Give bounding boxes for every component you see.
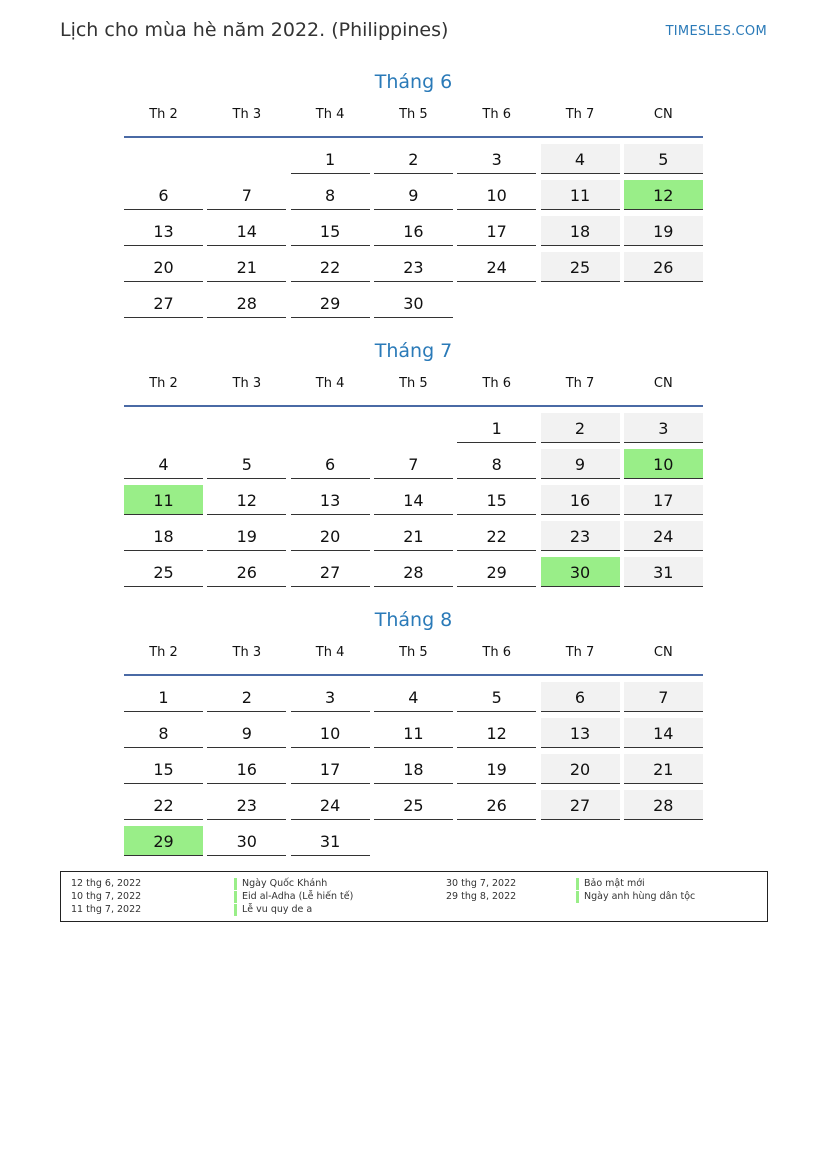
- legend-holiday-name: Eid al-Adha (Lễ hiến tế): [234, 891, 353, 903]
- day-cell[interactable]: 10: [457, 180, 536, 210]
- month-title: Tháng 8: [374, 609, 453, 631]
- day-cell[interactable]: 16: [541, 485, 620, 515]
- day-cell[interactable]: 20: [541, 754, 620, 784]
- holiday-day-cell[interactable]: 10: [624, 449, 703, 479]
- day-cell[interactable]: 4: [541, 144, 620, 174]
- header-divider: [124, 674, 703, 676]
- legend-date: 12 thg 6, 2022: [71, 878, 142, 889]
- holiday-day-cell[interactable]: 12: [624, 180, 703, 210]
- day-cell[interactable]: 22: [291, 252, 370, 282]
- weekday-label: Th 7: [565, 645, 595, 660]
- day-grid: [124, 413, 703, 593]
- legend-date: 10 thg 7, 2022: [71, 891, 142, 902]
- legend-holiday-name: Ngày Quốc Khánh: [234, 878, 327, 890]
- weekday-label: Th 6: [482, 645, 511, 660]
- day-cell[interactable]: 30: [374, 288, 453, 318]
- day-cell[interactable]: 4: [374, 682, 453, 712]
- day-cell[interactable]: 16: [207, 754, 286, 784]
- day-cell[interactable]: 24: [624, 521, 703, 551]
- day-cell[interactable]: 29: [457, 557, 536, 587]
- weekday-label: Th 6: [482, 376, 511, 391]
- day-cell[interactable]: 23: [374, 252, 453, 282]
- weekday-label: Th 2: [149, 107, 178, 122]
- legend-holiday-name: Ngày anh hùng dân tộc: [576, 891, 695, 903]
- day-cell[interactable]: 4: [124, 449, 203, 479]
- day-cell[interactable]: 2: [374, 144, 453, 174]
- day-cell[interactable]: 17: [457, 216, 536, 246]
- day-cell[interactable]: 16: [374, 216, 453, 246]
- weekday-label: Th 2: [149, 645, 178, 660]
- day-cell[interactable]: 12: [457, 718, 536, 748]
- legend-holiday-name: Lễ vu quy de a: [234, 904, 312, 916]
- day-cell[interactable]: 18: [541, 216, 620, 246]
- weekday-label: CN: [653, 107, 673, 122]
- day-cell[interactable]: 9: [207, 718, 286, 748]
- site-link[interactable]: TIMESLES.COM: [665, 24, 767, 39]
- day-cell[interactable]: 2: [541, 413, 620, 443]
- weekday-label: Th 3: [232, 107, 262, 122]
- day-cell[interactable]: 13: [541, 718, 620, 748]
- day-cell[interactable]: 5: [457, 682, 536, 712]
- day-cell[interactable]: 11: [374, 718, 453, 748]
- day-cell[interactable]: 8: [291, 180, 370, 210]
- day-cell[interactable]: 3: [624, 413, 703, 443]
- day-cell[interactable]: 14: [374, 485, 453, 515]
- weekday-header: [124, 104, 703, 138]
- weekday-label: Th 3: [232, 376, 262, 391]
- holiday-day-cell[interactable]: 11: [124, 485, 203, 515]
- day-cell[interactable]: 30: [207, 826, 286, 856]
- day-cell[interactable]: 29: [291, 288, 370, 318]
- weekday-label: Th 4: [315, 376, 345, 391]
- holiday-legend: [60, 871, 768, 922]
- day-cell[interactable]: 25: [374, 790, 453, 820]
- day-cell[interactable]: 13: [291, 485, 370, 515]
- weekday-label: Th 7: [565, 376, 595, 391]
- month-title: Tháng 6: [374, 71, 453, 93]
- day-cell[interactable]: 1: [457, 413, 536, 443]
- day-cell[interactable]: 24: [457, 252, 536, 282]
- day-cell[interactable]: 13: [124, 216, 203, 246]
- day-cell[interactable]: 28: [374, 557, 453, 587]
- day-cell[interactable]: 26: [207, 557, 286, 587]
- legend-date: 30 thg 7, 2022: [446, 878, 517, 889]
- weekday-label: Th 2: [149, 376, 178, 391]
- day-cell[interactable]: 5: [207, 449, 286, 479]
- day-cell[interactable]: 23: [541, 521, 620, 551]
- day-cell[interactable]: 1: [124, 682, 203, 712]
- day-cell[interactable]: 23: [207, 790, 286, 820]
- weekday-label: Th 7: [565, 107, 595, 122]
- day-cell[interactable]: 28: [624, 790, 703, 820]
- day-cell[interactable]: 26: [457, 790, 536, 820]
- day-cell[interactable]: 31: [624, 557, 703, 587]
- day-cell[interactable]: 17: [624, 485, 703, 515]
- day-cell[interactable]: 21: [207, 252, 286, 282]
- day-cell[interactable]: 18: [124, 521, 203, 551]
- month-june: [124, 70, 703, 324]
- day-cell[interactable]: 7: [624, 682, 703, 712]
- day-cell[interactable]: 20: [124, 252, 203, 282]
- day-cell[interactable]: 11: [541, 180, 620, 210]
- legend-date: 11 thg 7, 2022: [71, 904, 142, 915]
- month-title: Tháng 7: [374, 340, 453, 362]
- page-title: Lịch cho mùa hè năm 2022. (Philippines): [60, 19, 449, 41]
- weekday-header: [124, 642, 703, 676]
- day-cell[interactable]: 26: [624, 252, 703, 282]
- day-cell[interactable]: 21: [624, 754, 703, 784]
- day-cell[interactable]: 10: [291, 718, 370, 748]
- weekday-label: Th 3: [232, 645, 262, 660]
- day-cell[interactable]: 8: [124, 718, 203, 748]
- day-cell[interactable]: 27: [541, 790, 620, 820]
- day-grid: [124, 144, 703, 324]
- day-cell[interactable]: 5: [624, 144, 703, 174]
- day-cell[interactable]: 19: [624, 216, 703, 246]
- header-divider: [124, 405, 703, 407]
- month-july: [124, 339, 703, 593]
- day-cell[interactable]: 31: [291, 826, 370, 856]
- day-cell[interactable]: 2: [207, 682, 286, 712]
- weekday-label: CN: [653, 376, 673, 391]
- month-august: [124, 608, 703, 862]
- holiday-day-cell[interactable]: 30: [541, 557, 620, 587]
- legend-holiday-name: Bảo mật mới: [576, 878, 645, 890]
- day-cell[interactable]: 28: [207, 288, 286, 318]
- weekday-label: Th 6: [482, 107, 511, 122]
- day-cell[interactable]: 6: [124, 180, 203, 210]
- day-cell[interactable]: 1: [291, 144, 370, 174]
- weekday-label: Th 4: [315, 107, 345, 122]
- weekday-label: Th 5: [399, 645, 428, 660]
- holiday-day-cell[interactable]: 29: [124, 826, 203, 856]
- day-cell[interactable]: 3: [457, 144, 536, 174]
- header-divider: [124, 136, 703, 138]
- day-cell[interactable]: 22: [124, 790, 203, 820]
- day-cell[interactable]: 3: [291, 682, 370, 712]
- day-cell[interactable]: 21: [374, 521, 453, 551]
- day-cell[interactable]: 15: [124, 754, 203, 784]
- day-cell[interactable]: 14: [207, 216, 286, 246]
- day-cell[interactable]: 27: [124, 288, 203, 318]
- day-cell[interactable]: 19: [457, 754, 536, 784]
- weekday-label: Th 5: [399, 376, 428, 391]
- weekday-label: Th 5: [399, 107, 428, 122]
- day-cell[interactable]: 27: [291, 557, 370, 587]
- day-cell[interactable]: 15: [457, 485, 536, 515]
- day-cell[interactable]: 7: [207, 180, 286, 210]
- weekday-header: [124, 373, 703, 407]
- day-cell[interactable]: 9: [374, 180, 453, 210]
- weekday-label: Th 4: [315, 645, 345, 660]
- weekday-label: CN: [653, 645, 673, 660]
- day-cell[interactable]: 19: [207, 521, 286, 551]
- day-cell[interactable]: 9: [541, 449, 620, 479]
- day-cell[interactable]: 7: [374, 449, 453, 479]
- day-cell[interactable]: 22: [457, 521, 536, 551]
- day-cell[interactable]: 20: [291, 521, 370, 551]
- day-cell[interactable]: 17: [291, 754, 370, 784]
- day-cell[interactable]: 6: [291, 449, 370, 479]
- day-grid: [124, 682, 703, 862]
- day-cell[interactable]: 24: [291, 790, 370, 820]
- day-cell[interactable]: 8: [457, 449, 536, 479]
- day-cell[interactable]: 18: [374, 754, 453, 784]
- day-cell[interactable]: 25: [541, 252, 620, 282]
- legend-date: 29 thg 8, 2022: [446, 891, 517, 902]
- day-cell[interactable]: 12: [207, 485, 286, 515]
- day-cell[interactable]: 6: [541, 682, 620, 712]
- day-cell[interactable]: 14: [624, 718, 703, 748]
- day-cell[interactable]: 15: [291, 216, 370, 246]
- day-cell[interactable]: 25: [124, 557, 203, 587]
